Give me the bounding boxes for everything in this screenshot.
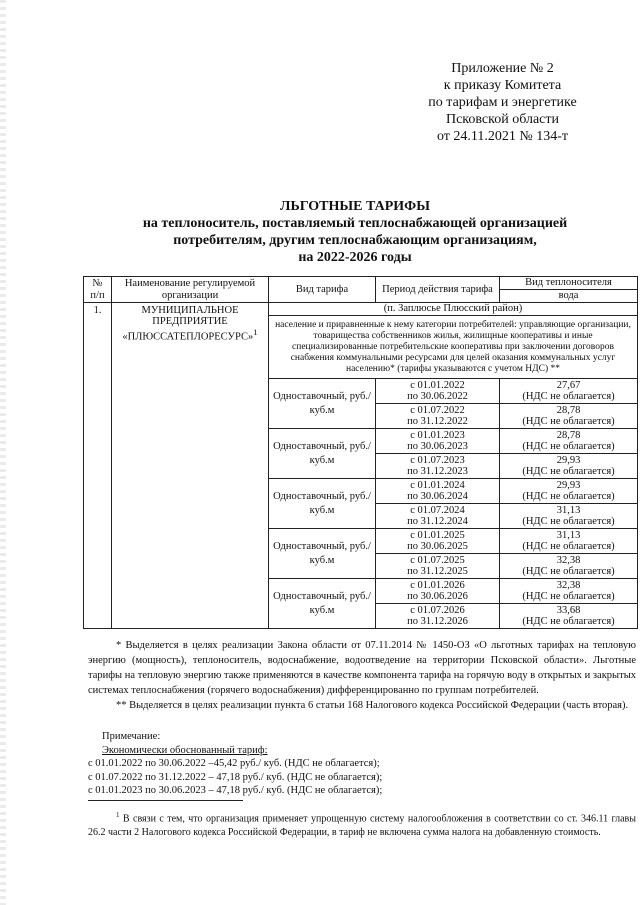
org-footnote-mark: 1 xyxy=(253,327,258,337)
period-cell xyxy=(376,604,500,629)
table-body xyxy=(84,303,638,629)
vat-note: (НДС не облагается) xyxy=(522,516,615,527)
note-1: * Выделяется в целях реализации Закона области от 07.11.2014 № 1450-ОЗ «О льготных тарифах на тепловую энергию (мощность), теплоноситель, водоснабжение, водоотведение на территории Псковской области». Льготные тарифы на тепловую энергию также применяются в качестве компонента тарифа на горячую воду в открытых и закрытых системах теплоснабжения (горячего водоснабжения) дифференцированно по группам потребителей. xyxy=(88,640,636,696)
tariff-kind: Одноставочный, руб./куб.м xyxy=(269,579,376,629)
vat-note: (НДС не облагается) xyxy=(522,566,615,577)
remark-line: с 01.01.2023 по 30.06.2023 – 47,18 руб./ куб. (НДС не облагается); xyxy=(88,785,383,796)
header-num: № п/п xyxy=(84,277,112,303)
period-to: по 30.06.2025 xyxy=(407,541,468,552)
org-name-cell xyxy=(112,303,269,629)
period-cell xyxy=(376,454,500,479)
tariff-value: 32,38 xyxy=(556,580,581,591)
tariff-value: 29,93 xyxy=(556,480,581,491)
tariff-value-cell xyxy=(500,479,638,504)
period-to: по 30.06.2024 xyxy=(407,491,468,502)
header-kind: Вид тарифа xyxy=(269,277,376,303)
period-from: с 01.07.2024 xyxy=(410,505,465,516)
tariff-value-cell xyxy=(500,454,638,479)
area-cell: (п. Заплюсье Плюсский район) xyxy=(269,303,638,316)
header-period: Период действия тарифа xyxy=(376,277,500,303)
tariff-value-cell xyxy=(500,404,638,429)
period-from: с 01.01.2023 xyxy=(410,430,465,441)
vat-note: (НДС не облагается) xyxy=(522,391,615,402)
period-from: с 01.07.2025 xyxy=(410,555,465,566)
notes-block xyxy=(88,638,636,713)
tariff-kind: Одноставочный, руб./куб.м xyxy=(269,479,376,529)
period-from: с 01.01.2026 xyxy=(410,580,465,591)
title-line: на теплоноситель, поставляемый теплоснабжающей организацией xyxy=(142,216,568,231)
tariff-value-cell xyxy=(500,604,638,629)
tariff-value-cell xyxy=(500,379,638,404)
vat-note: (НДС не облагается) xyxy=(522,441,615,452)
period-to: по 31.12.2025 xyxy=(407,566,468,577)
tariff-kind: Одноставочный, руб./куб.м xyxy=(269,429,376,479)
remark-label: Примечание: xyxy=(102,731,161,742)
title-line: ЛЬГОТНЫЕ ТАРИФЫ xyxy=(280,199,430,214)
tariff-value-cell xyxy=(500,579,638,604)
vat-note: (НДС не облагается) xyxy=(522,616,615,627)
vat-note: (НДС не облагается) xyxy=(522,591,615,602)
period-from: с 01.07.2022 xyxy=(410,405,465,416)
note-2: ** Выделяется в целях реализации пункта 6 статьи 168 Налогового кодекса Российской Федерации (часть вторая). xyxy=(116,700,629,711)
remark-subtitle: Экономически обоснованный тариф: xyxy=(102,744,268,756)
tariff-value: 31,13 xyxy=(556,530,581,541)
period-cell xyxy=(376,404,500,429)
appendix-header xyxy=(395,60,610,145)
period-cell xyxy=(376,429,500,454)
header-water: вода xyxy=(500,290,638,303)
title-line: на 2022-2026 годы xyxy=(298,250,412,265)
tariff-value-cell xyxy=(500,504,638,529)
tariff-value: 33,68 xyxy=(556,605,581,616)
period-cell xyxy=(376,379,500,404)
tariff-value-cell xyxy=(500,554,638,579)
tariff-value-cell xyxy=(500,529,638,554)
tariff-kind: Одноставочный, руб./куб.м xyxy=(269,379,376,429)
org-name: МУНИЦИПАЛЬНОЕ ПРЕДПРИЯТИЕ «ПЛЮССАТЕПЛОРЕСУРС» xyxy=(122,305,254,343)
period-from: с 01.07.2023 xyxy=(410,455,465,466)
document-title xyxy=(90,198,620,266)
title-line: потребителям, другим теплоснабжающим организациям, xyxy=(173,233,537,248)
vat-note: (НДС не облагается) xyxy=(522,416,615,427)
tariff-value: 29,93 xyxy=(556,455,581,466)
period-cell xyxy=(376,504,500,529)
appendix-line: по тарифам и энергетике xyxy=(428,95,577,110)
scan-edge xyxy=(0,0,6,905)
remark-block xyxy=(88,730,508,798)
vat-note: (НДС не облагается) xyxy=(522,491,615,502)
footnote-text: В связи с тем, что организация применяет упрощенную систему налогообложения в соответствии со ст. 346.11 главы 26.2 части 2 Налогового кодекса Российской Федерации, в тариф не включена сумма налога на добавленную стоимость. xyxy=(88,813,636,839)
remark-line: с 01.07.2022 по 31.12.2022 – 47,18 руб./ куб. (НДС не облагается); xyxy=(88,771,383,783)
appendix-line: Псковской области xyxy=(445,112,560,127)
period-to: по 30.06.2022 xyxy=(407,391,468,402)
tariff-value: 28,78 xyxy=(556,430,581,441)
header-carrier: Вид теплоносителя xyxy=(500,277,638,290)
tariff-kind: Одноставочный, руб./куб.м xyxy=(269,529,376,579)
period-to: по 31.12.2022 xyxy=(407,416,468,427)
period-cell xyxy=(376,479,500,504)
row-number: 1. xyxy=(84,303,112,629)
period-to: по 31.12.2026 xyxy=(407,616,468,627)
footnote-separator xyxy=(88,800,243,801)
period-from: с 01.07.2026 xyxy=(410,605,465,616)
tariff-value: 32,38 xyxy=(556,555,581,566)
appendix-line: Приложение № 2 xyxy=(451,61,554,76)
tariff-value-cell xyxy=(500,429,638,454)
period-from: с 01.01.2022 xyxy=(410,380,465,391)
tariff-value: 27,67 xyxy=(556,380,581,391)
period-cell xyxy=(376,579,500,604)
period-to: по 31.12.2023 xyxy=(407,466,468,477)
table-row xyxy=(84,303,638,316)
period-to: по 30.06.2026 xyxy=(407,591,468,602)
tariff-value: 31,13 xyxy=(556,505,581,516)
footnote-mark: 1 xyxy=(116,811,120,819)
period-from: с 01.01.2024 xyxy=(410,480,465,491)
appendix-line: от 24.11.2021 № 134-т xyxy=(436,129,569,144)
tariff-table xyxy=(83,276,638,629)
period-to: по 31.12.2024 xyxy=(407,516,468,527)
vat-note: (НДС не облагается) xyxy=(522,466,615,477)
period-from: с 01.01.2025 xyxy=(410,530,465,541)
tariff-value: 28,78 xyxy=(556,405,581,416)
category-cell: население и приравненные к нему категории потребителей: управляющие организации, товарищества собственников жилья, жилищные кооперативы и иные специализированные потребительские кооперативы при заключении договоров снабжения коммунальными ресурсами для целей оказания коммунальных услуг населению* (тарифы указываются с учетом НДС) ** xyxy=(269,316,638,379)
period-cell xyxy=(376,554,500,579)
remark-line: с 01.01.2022 по 30.06.2022 –45,42 руб./ куб. (НДС не облагается); xyxy=(88,758,380,769)
period-to: по 30.06.2023 xyxy=(407,441,468,452)
header-org: Наименование регулируемой организации xyxy=(112,277,269,303)
vat-note: (НДС не облагается) xyxy=(522,541,615,552)
period-cell xyxy=(376,529,500,554)
appendix-line: к приказу Комитета xyxy=(443,78,562,93)
footnote xyxy=(88,808,636,840)
